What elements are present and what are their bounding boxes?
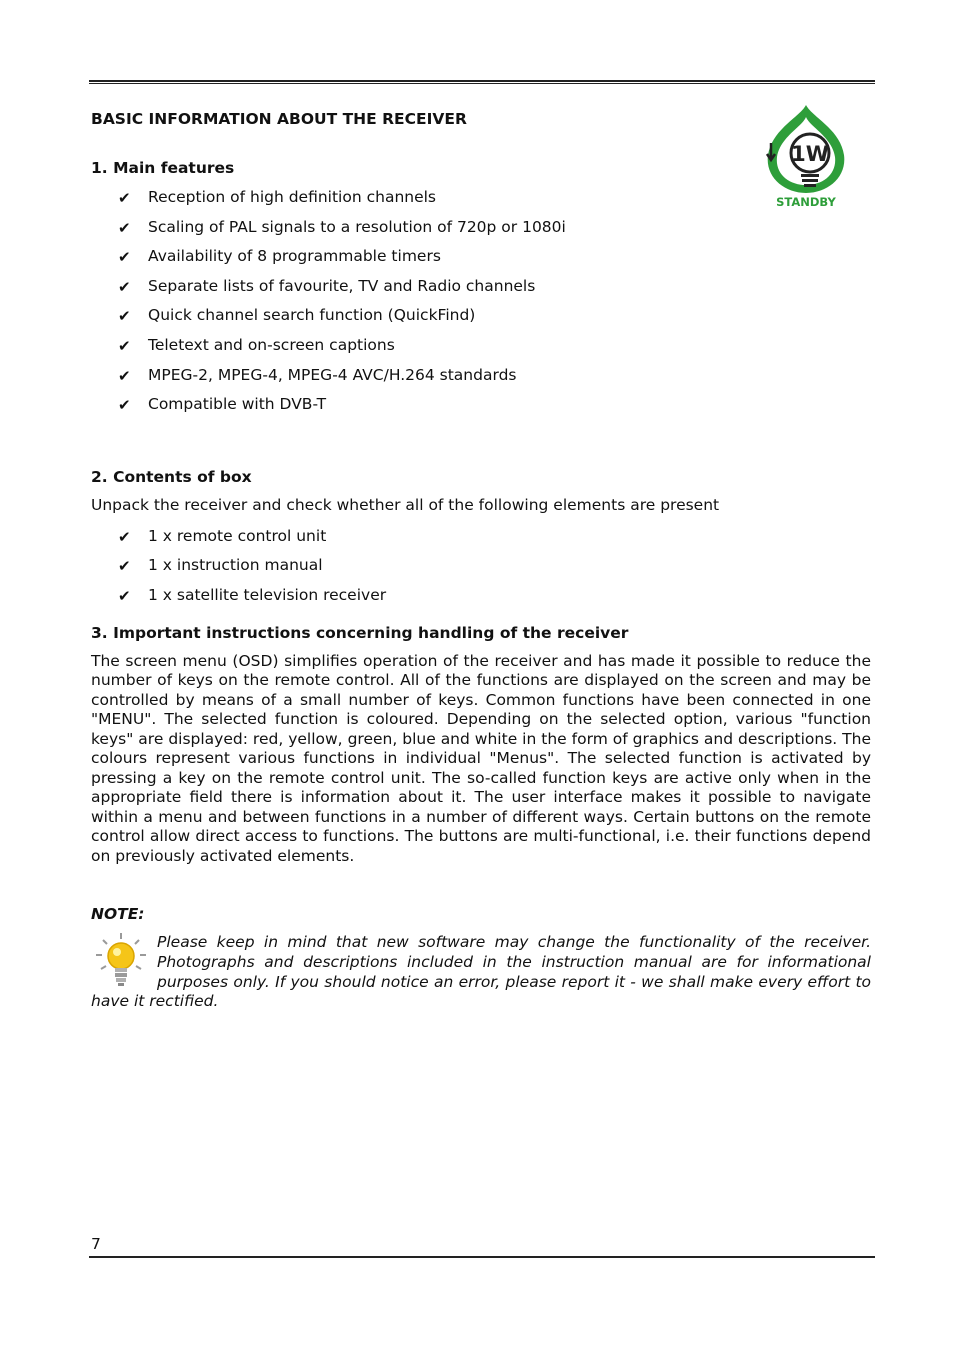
check-mark-icon: ✔ <box>118 307 131 326</box>
check-mark-icon: ✔ <box>118 248 131 267</box>
list-item-text: 1 x satellite television receiver <box>148 585 387 604</box>
check-mark-icon: ✔ <box>118 218 131 237</box>
check-mark-icon: ✔ <box>118 557 131 576</box>
list-item-text: Quick channel search function (QuickFind) <box>148 306 476 325</box>
list-item <box>91 555 871 575</box>
section-heading-contents: 2. Contents of box <box>91 468 252 487</box>
list-item <box>91 187 871 207</box>
main-content <box>91 109 871 1012</box>
list-item <box>91 365 871 385</box>
instructions-body: The screen menu (OSD) simplifies operation of the receiver and has made it possible to reduce the number of keys on the remote control. All of the functions are displayed on the screen and may be controlled by means of a small number of keys. Common functions have been connected in one "MENU". The selected function is coloured. Depending on the selected option, various "function keys" are displayed: red, yellow, green, blue and white in the form of graphics and descriptions. The colours represent various functions in individual "Menus". The selected function is activated by pressing a key on the remote control unit. The so-called function keys are active only when in the appropriate field there is information about it. The user interface makes it possible to navigate within a menu and between functions in a number of different ways. Certain buttons on the remote control allow direct access to functions. The buttons are multi-functional, i.e. their functions depend on previously activated elements. <box>91 651 871 865</box>
check-mark-icon: ✔ <box>118 396 131 415</box>
check-mark-icon: ✔ <box>118 586 131 605</box>
check-mark-icon: ✔ <box>118 277 131 296</box>
check-mark-icon: ✔ <box>118 366 131 385</box>
note-text: Please keep in mind that new software may change the functionality of the receiver. Photographs and descriptions included in the instruction manual are for informational purposes only. If you should notice an error, please report it - we shall make every effort to have it rectified. <box>91 933 871 1011</box>
list-item-text: Availability of 8 programmable timers <box>148 247 441 266</box>
bottom-rule <box>89 1256 875 1258</box>
list-item <box>91 276 871 296</box>
list-item <box>91 526 871 546</box>
list-item-text: Teletext and on-screen captions <box>148 335 395 354</box>
top-rule <box>89 80 875 84</box>
check-mark-icon: ✔ <box>118 527 131 546</box>
list-item <box>91 305 871 325</box>
contents-intro: Unpack the receiver and check whether all of the following elements are present <box>91 496 720 515</box>
list-item-text: 1 x remote control unit <box>148 526 327 545</box>
list-item-text: Reception of high definition channels <box>148 188 437 206</box>
check-mark-icon: ✔ <box>118 189 131 207</box>
list-item-text: Compatible with DVB-T <box>148 395 327 414</box>
list-item <box>91 585 871 605</box>
check-mark-icon: ✔ <box>118 336 131 355</box>
features-list <box>91 187 871 414</box>
document-title: BASIC INFORMATION ABOUT THE RECEIVER <box>91 110 467 128</box>
logo-power-text: 1W <box>791 142 829 166</box>
list-item-text: Scaling of PAL signals to a resolution of 720p or 1080i <box>148 217 566 236</box>
page-number: 7 <box>91 1235 101 1253</box>
note-block <box>91 933 871 1011</box>
list-item <box>91 217 871 237</box>
logo-label: STANDBY <box>776 195 836 209</box>
list-item <box>91 246 871 266</box>
list-item-text: 1 x instruction manual <box>148 556 323 575</box>
list-item-text: Separate lists of favourite, TV and Radio channels <box>148 276 536 295</box>
note-label: NOTE: <box>91 905 145 924</box>
section-heading-instructions: 3. Important instructions concerning handling of the receiver <box>91 623 629 642</box>
list-item-text: MPEG-2, MPEG-4, MPEG-4 AVC/H.264 standards <box>148 365 517 384</box>
list-item <box>91 394 871 414</box>
section-heading-features: 1. Main features <box>91 159 235 177</box>
list-item <box>91 335 871 355</box>
contents-list <box>91 526 871 605</box>
light-bulb-icon <box>91 931 151 989</box>
